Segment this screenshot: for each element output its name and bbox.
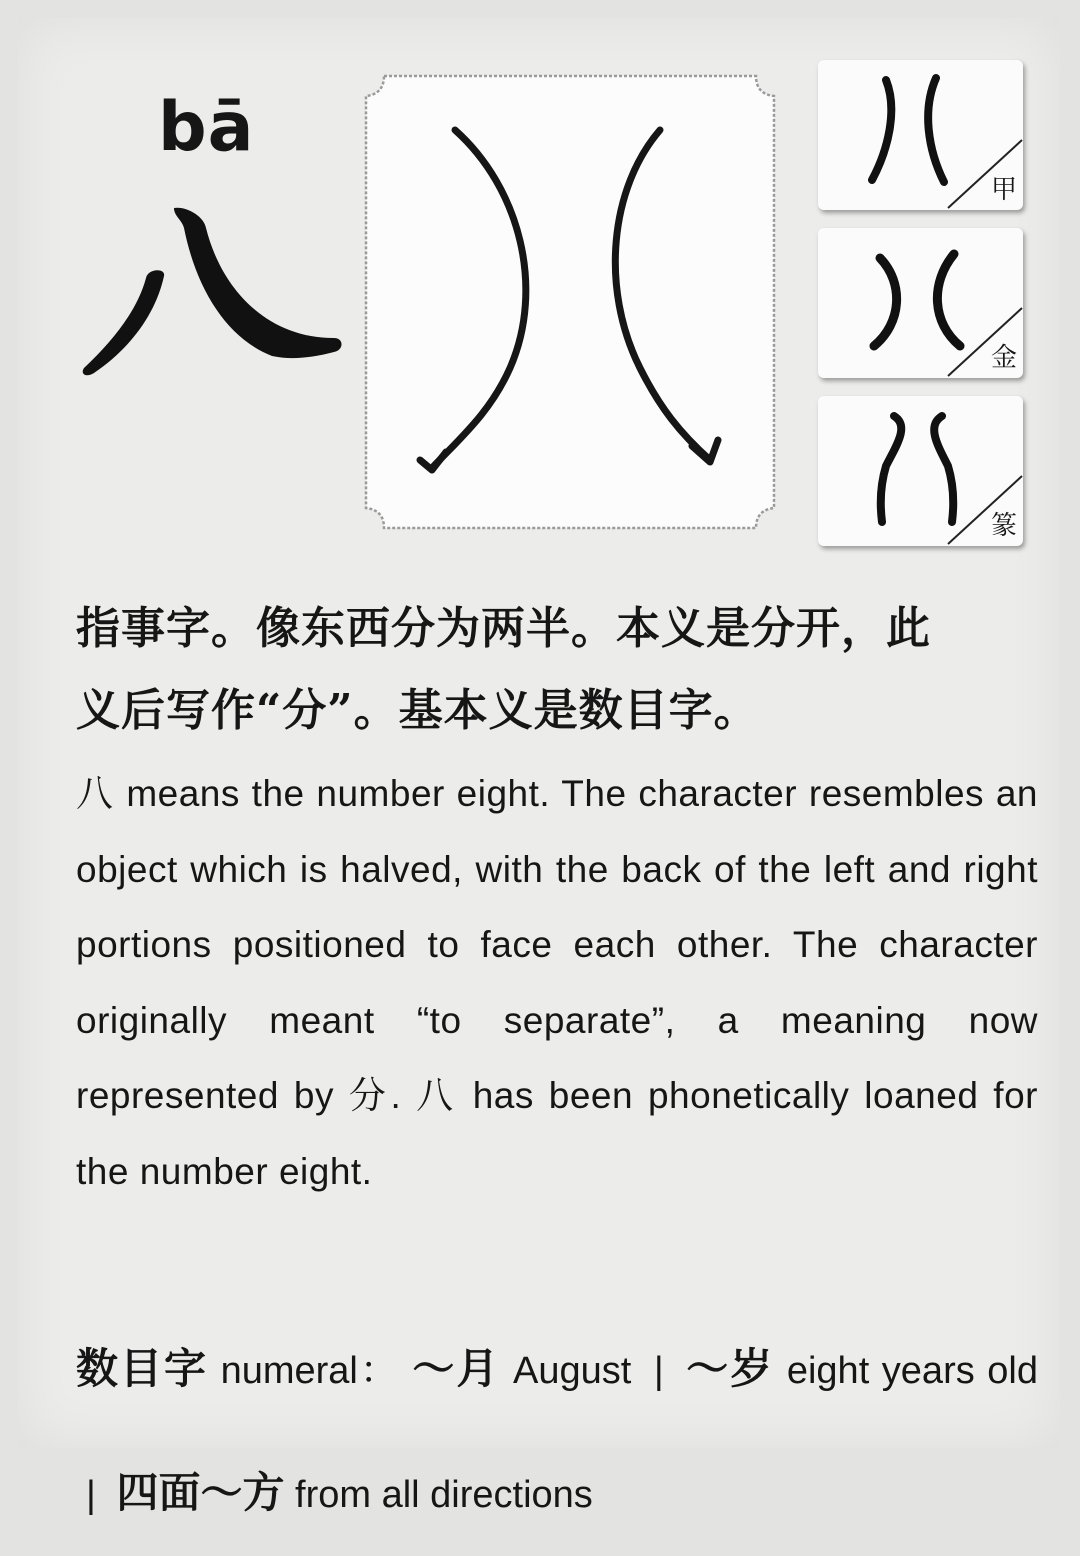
english-description: 八 means the number eight. The character resembles an object which is halved, with the back of the left and right portions positioned to face each other. The character originally meant “to separate”, a meaning now represented by 分. 八 has been phonetically loaned for the number eight. [76,773,1038,1192]
word-en: from all directions [295,1474,593,1516]
chinese-line-1: 指事字。像东西分为两半。本义是分开，此 [76,603,931,654]
word-zh: ～岁 [686,1344,775,1393]
word-zh: ～月 [412,1344,501,1393]
evolution-diagram [360,68,780,536]
form-label-bronze: 金 [990,343,1017,373]
word-zh: 四面～方 [116,1468,285,1517]
pinyin: bā [158,88,255,167]
form-card-seal [818,396,1023,546]
form-card-bronze [818,228,1023,378]
word-en: eight years old [786,1350,1038,1392]
word-category: 数目字 [76,1344,208,1393]
word-en: August [512,1350,632,1392]
word-separator: | [86,1474,96,1516]
character-glyph [76,188,356,408]
chinese-description [76,588,1041,752]
form-label-seal: 篆 [990,511,1017,541]
chinese-line-2: 义后写作“分”。基本义是数目字。 [76,685,759,736]
form-card-oracle [818,60,1023,210]
dictionary-page [18,18,1060,1517]
word-examples [76,1308,1038,1556]
word-category-en: numeral： [220,1350,400,1392]
ancient-forms [818,60,1032,564]
form-label-oracle: 甲 [990,175,1017,205]
word-separator: | [653,1350,664,1392]
